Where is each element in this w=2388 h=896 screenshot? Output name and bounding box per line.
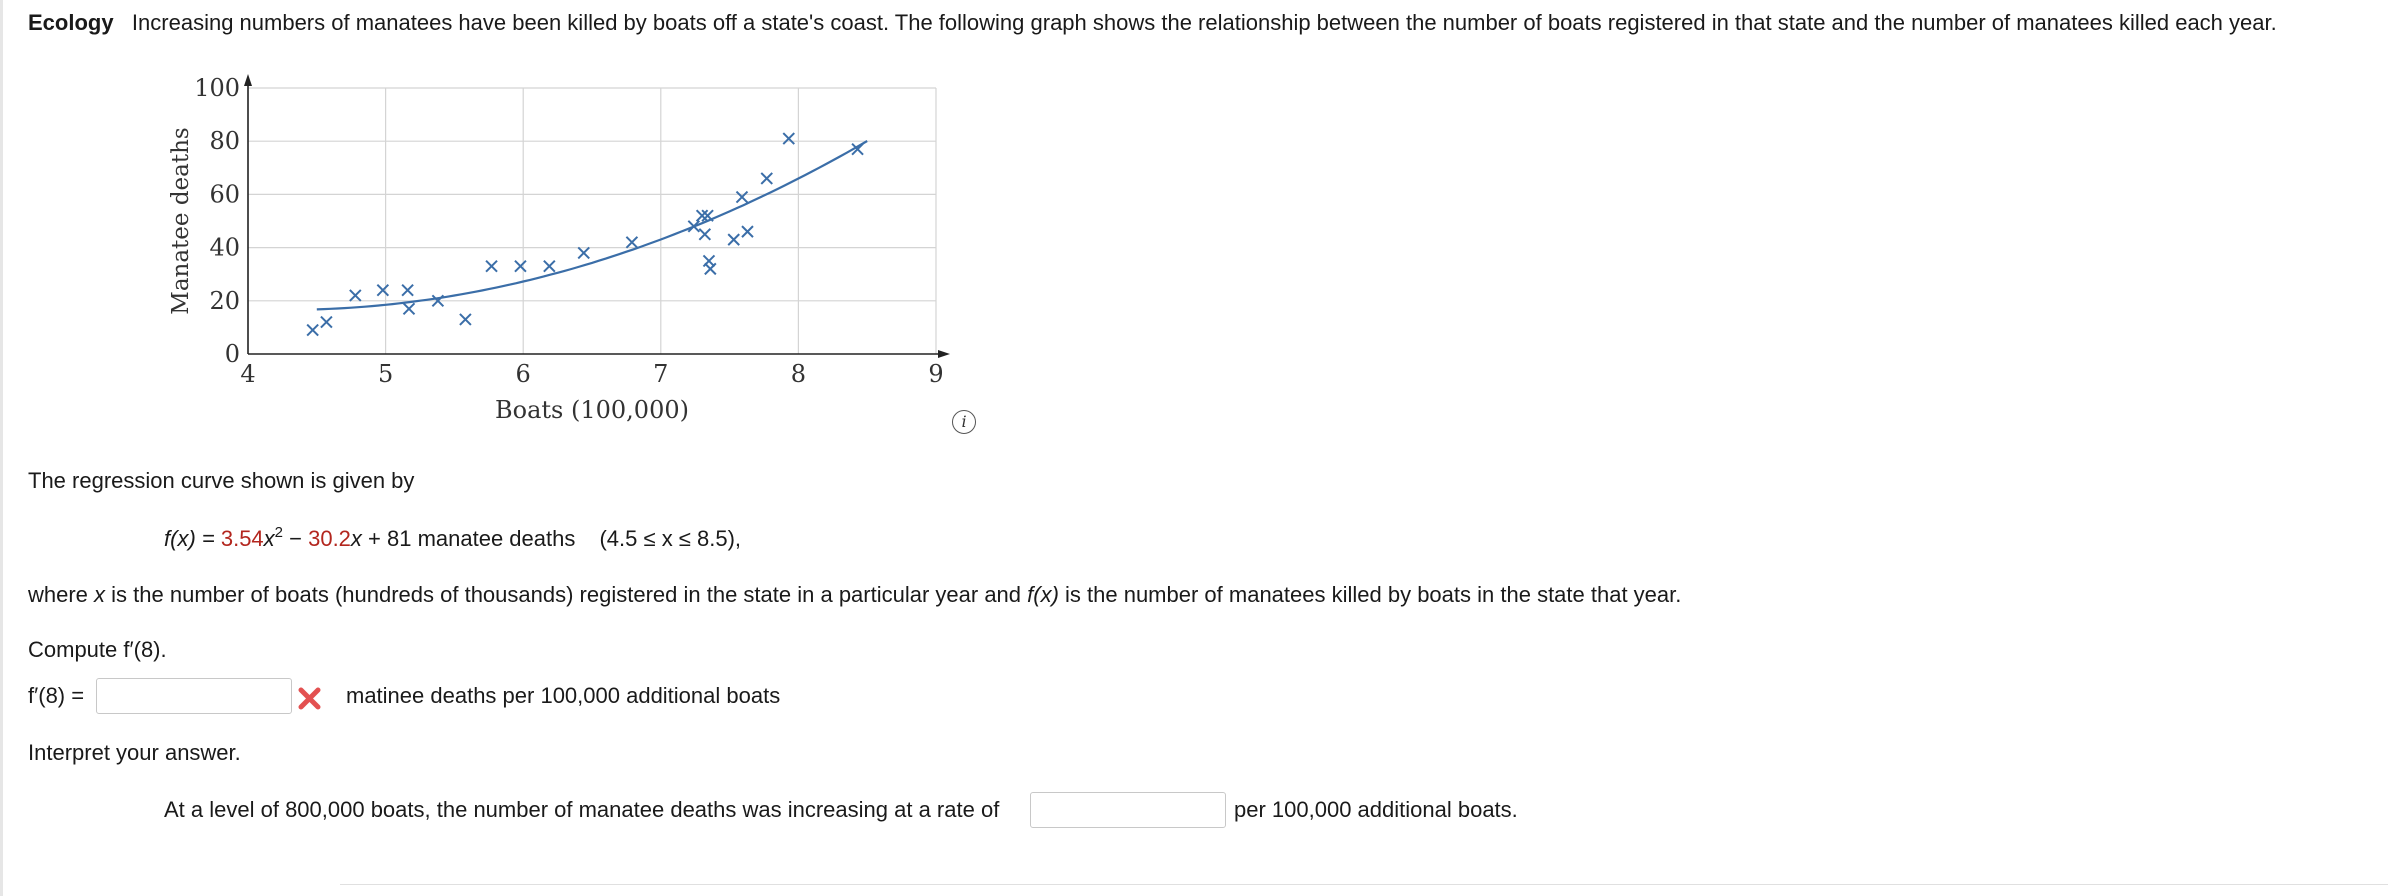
data-point [307, 325, 318, 336]
axis-labels [168, 74, 944, 424]
x-tick-label: 5 [377, 360, 394, 388]
fprime-8-input[interactable] [96, 678, 292, 714]
left-border [0, 0, 3, 896]
data-point [486, 261, 497, 272]
explain-fx: f(x) [1027, 582, 1059, 607]
y-axis-title: Manatee deaths [168, 127, 194, 315]
topic-label: Ecology [28, 10, 114, 35]
formula-x1: x [263, 526, 275, 551]
data-point [728, 234, 739, 245]
data-point [350, 290, 361, 301]
y-axis-arrow [244, 74, 252, 86]
regression-line [317, 141, 867, 309]
x-axis-title: Boats (100,000) [495, 396, 689, 424]
question2-sentence-after: per 100,000 additional boats. [1234, 797, 1518, 822]
explain-text-3: is the number of manatees killed by boats in the state that year. [1058, 582, 1682, 607]
manatee-chart [160, 66, 960, 446]
x-tick-label: 7 [653, 360, 669, 388]
x-tick-label: 6 [515, 360, 531, 388]
regression-curve [317, 141, 867, 309]
problem-statement [28, 10, 2277, 36]
regression-explanation [28, 582, 1681, 608]
question2-sentence-before: At a level of 800,000 boats, the number of manatee deaths was increasing at a rate of [164, 797, 1000, 822]
y-tick-label: 80 [209, 127, 240, 156]
data-point [626, 237, 637, 248]
question1-units: matinee deaths per 100,000 additional boats [346, 683, 781, 708]
question1-answer-label: f′(8) = [28, 683, 85, 708]
grid [248, 88, 936, 354]
regression-formula [164, 524, 741, 552]
axes [244, 74, 950, 358]
x-tick-label: 8 [790, 360, 807, 388]
data-point [705, 263, 716, 274]
data-point [460, 314, 471, 325]
formula-exponent: 2 [274, 524, 284, 541]
formula-coef-b: 30.2 [308, 526, 351, 551]
bottom-divider [340, 884, 2388, 889]
problem-intro: Increasing numbers of manatees have been killed by boats off a state's coast. The following graph shows the relationship between the number of boats registered in that state and the number of manatees killed each year. [131, 10, 2277, 35]
info-icon[interactable]: i [952, 410, 976, 434]
data-point [702, 210, 713, 221]
question1-prompt: Compute f′(8). [28, 637, 167, 662]
formula-fx: f(x) = [164, 526, 221, 551]
data-point [688, 221, 699, 232]
y-tick-label: 0 [224, 340, 240, 368]
data-point [742, 226, 753, 237]
regression-intro: The regression curve shown is given by [28, 468, 415, 493]
x-tick-label: 4 [240, 360, 256, 388]
data-point [403, 303, 414, 314]
formula-domain: (4.5 ≤ x ≤ 8.5), [599, 526, 742, 551]
explain-text-1: where [28, 582, 95, 607]
y-tick-label: 40 [209, 233, 240, 262]
data-point [761, 173, 772, 184]
data-point [544, 261, 555, 272]
rate-input[interactable] [1030, 792, 1226, 828]
question2-prompt: Interpret your answer. [28, 740, 241, 765]
x-tick-label: 9 [928, 360, 944, 388]
data-point [321, 317, 332, 328]
x-axis-arrow [938, 350, 950, 358]
explain-x: x [94, 582, 106, 607]
formula-x2: x [350, 526, 362, 551]
y-tick-label: 20 [209, 286, 240, 315]
formula-coef-a: 3.54 [220, 526, 264, 551]
explain-text-2: is the number of boats (hundreds of thousands) registered in the state in a particular year and [105, 582, 1028, 607]
data-point [578, 247, 589, 258]
data-point [699, 229, 710, 240]
data-point [783, 133, 794, 144]
data-point [402, 285, 413, 296]
wrong-x-icon [296, 684, 324, 712]
formula-minus: − [283, 526, 309, 551]
formula-rest: + 81 manatee deaths [361, 526, 576, 551]
data-point [515, 261, 526, 272]
data-point [697, 210, 708, 221]
y-tick-label: 60 [209, 180, 240, 209]
y-tick-label: 100 [194, 74, 240, 102]
data-point [736, 192, 747, 203]
data-point [377, 285, 388, 296]
